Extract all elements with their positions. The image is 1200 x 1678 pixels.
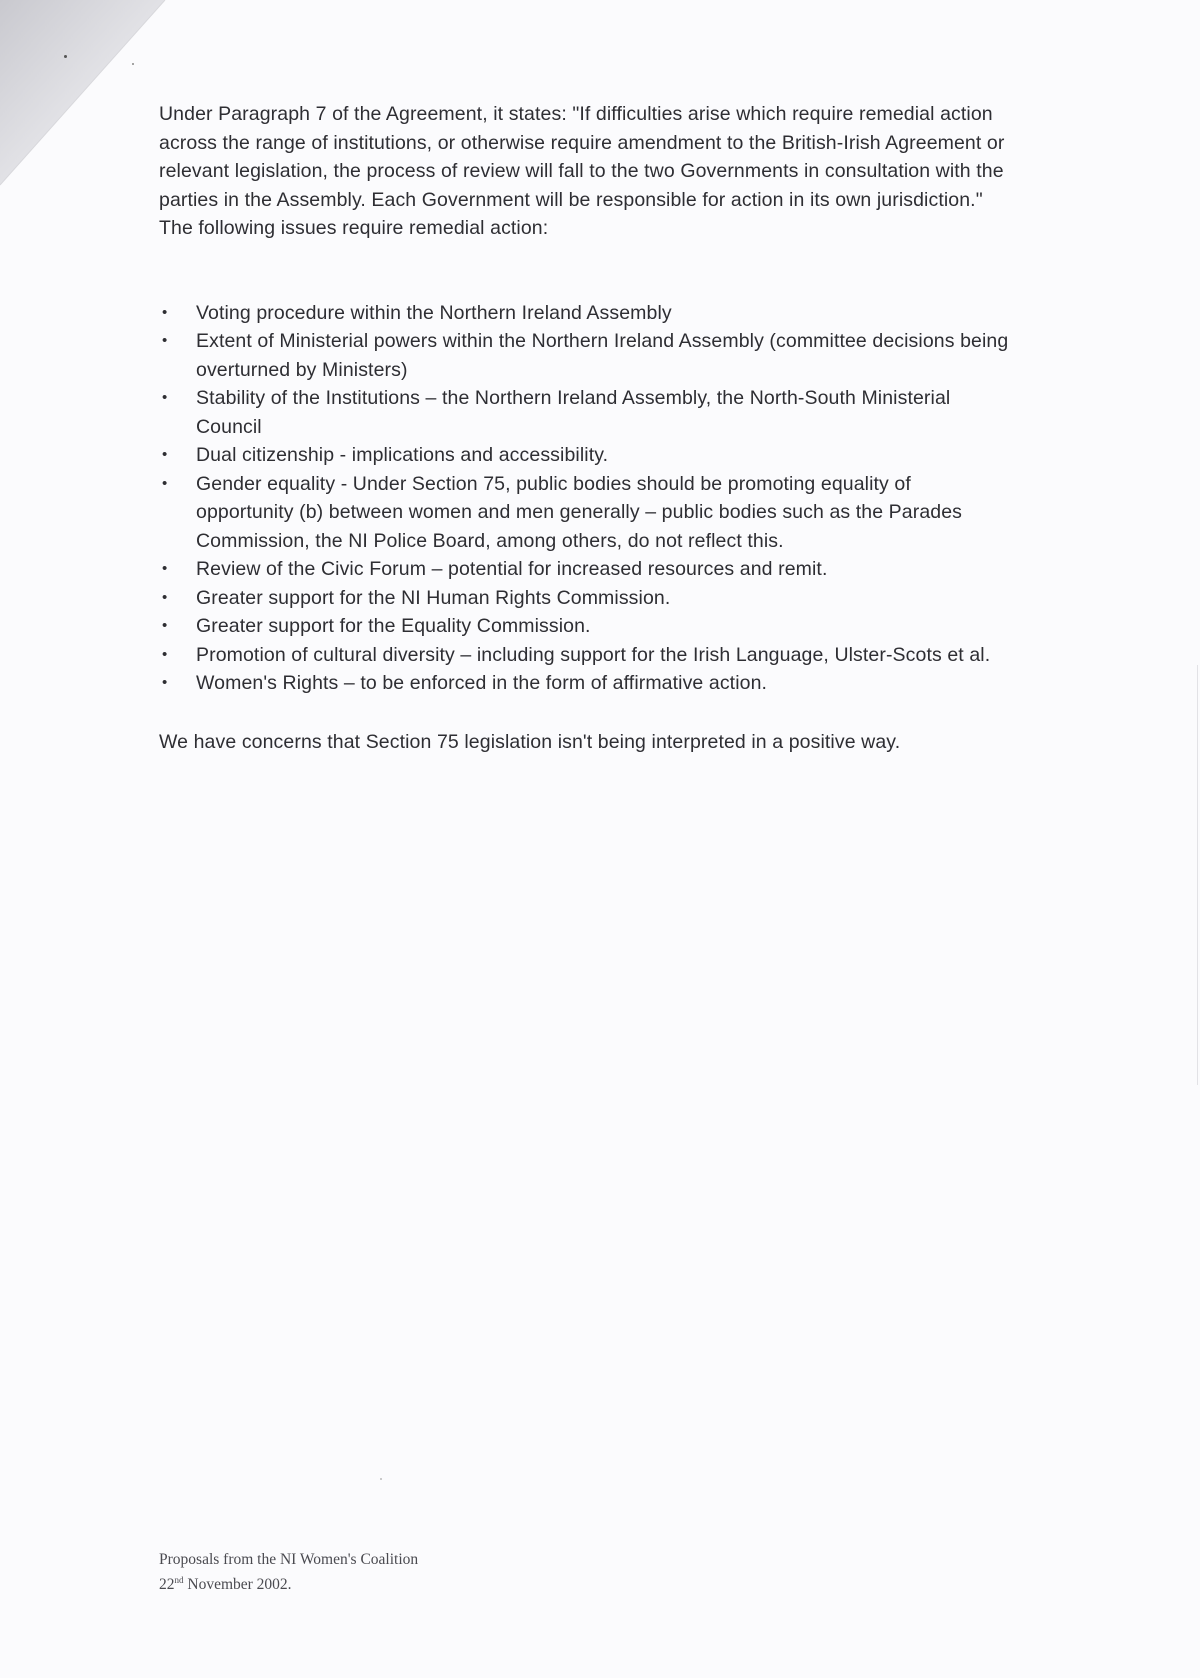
list-item: • Gender equality - Under Section 75, public bodies should be promoting equality of opportunity (b) between women and men generally – public bodies such as the Parades Commission, the NI Police Board, among others, do not reflect this. (159, 470, 1009, 556)
footer-source: Proposals from the NI Women's Coalition (159, 1551, 419, 1568)
scan-speck (380, 1478, 382, 1480)
list-item: • Stability of the Institutions – the Northern Ireland Assembly, the North-South Ministerial Council (159, 384, 1009, 441)
folded-corner-artifact (0, 0, 170, 190)
intro-paragraph: Under Paragraph 7 of the Agreement, it states: "If difficulties arise which require remedial action across the range of institutions, or otherwise require amendment to the British-Irish Agreement or relevant legislation, the process of review will fall to the two Governments in consultation with the parties in the Assembly. Each Government will be responsible for action in its own jurisdiction." The following issues require remedial action: (159, 103, 1005, 239)
bullet-icon: • (162, 588, 168, 606)
bullet-icon: • (162, 645, 168, 663)
list-item: • Promotion of cultural diversity – including support for the Irish Language, Ulster-Scots et al. (159, 641, 1009, 670)
list-item: • Review of the Civic Forum – potential for increased resources and remit. (159, 555, 1009, 584)
document-footer (159, 1550, 418, 1595)
list-item: • Voting procedure within the Northern Ireland Assembly (159, 299, 1009, 328)
bullet-icon: • (162, 560, 168, 577)
scan-speck (64, 55, 67, 58)
list-item: • Extent of Ministerial powers within the Northern Ireland Assembly (committee decisions being overturned by Ministers) (159, 327, 1009, 384)
page-edge-line (1197, 665, 1198, 1085)
list-item: • Greater support for the NI Human Rights Commission. (159, 584, 1009, 613)
list-item: • Greater support for the Equality Commission. (159, 612, 1009, 641)
footer-date: 22nd November 2002. (159, 1575, 292, 1593)
bullet-icon: • (162, 674, 168, 691)
bullet-icon: • (162, 332, 168, 349)
list-item: • Dual citizenship - implications and accessibility. (159, 441, 1009, 470)
document-body (159, 100, 1009, 756)
bullet-icon: • (162, 617, 168, 634)
bullet-icon: • (162, 446, 168, 463)
bullet-icon: • (162, 474, 168, 492)
scan-speck (132, 63, 134, 65)
bullet-icon: • (162, 389, 168, 406)
list-item: • Women's Rights – to be enforced in the form of affirmative action. (159, 669, 1009, 698)
concern-paragraph: We have concerns that Section 75 legislation isn't being interpreted in a positive way. (159, 730, 901, 753)
issues-list (159, 299, 1009, 698)
bullet-icon: • (162, 303, 168, 321)
